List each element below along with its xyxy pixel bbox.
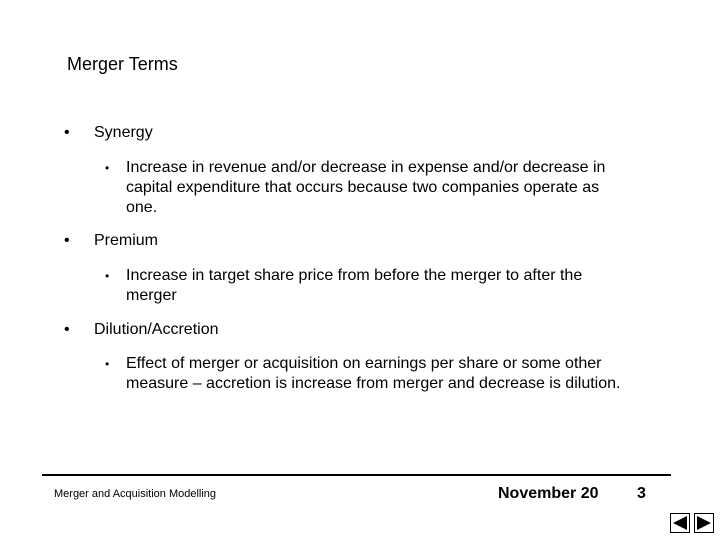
sub-bullet-dilution-accretion: [105, 354, 625, 394]
bullet-detail: Increase in revenue and/or decrease in expense and/or decrease in capital expenditure that occurs because two companies operate as one.: [126, 159, 606, 216]
footer-date: November 20: [498, 485, 599, 502]
previous-slide-icon: [671, 514, 689, 532]
page-number: 3: [637, 485, 646, 502]
bullet-heading: Synergy: [94, 124, 153, 141]
bullet-marker: •: [105, 161, 110, 175]
bullet-detail: Effect of merger or acquisition on earnings per share or some other measure – accretion is increase from merger and decrease is dilution.: [126, 355, 621, 392]
next-slide-button[interactable]: [694, 513, 714, 533]
bullet-marker: •: [105, 357, 110, 371]
slide-title: Merger Terms: [67, 54, 178, 74]
bullet-heading: Dilution/Accretion: [94, 321, 219, 338]
bullet-marker: •: [64, 124, 70, 141]
footer-course-title: Merger and Acquisition Modelling: [54, 488, 217, 500]
bullet-detail: Increase in target share price from before the merger to after the merger: [126, 267, 583, 304]
sub-bullet-synergy: [105, 158, 625, 218]
footer-divider: [42, 474, 671, 476]
sub-bullet-premium: [105, 266, 625, 306]
previous-slide-button[interactable]: [670, 513, 690, 533]
next-slide-icon: [695, 514, 713, 532]
bullet-marker: •: [64, 232, 70, 249]
bullet-marker: •: [105, 269, 110, 283]
bullet-marker: •: [64, 321, 70, 338]
bullet-heading: Premium: [94, 232, 159, 249]
